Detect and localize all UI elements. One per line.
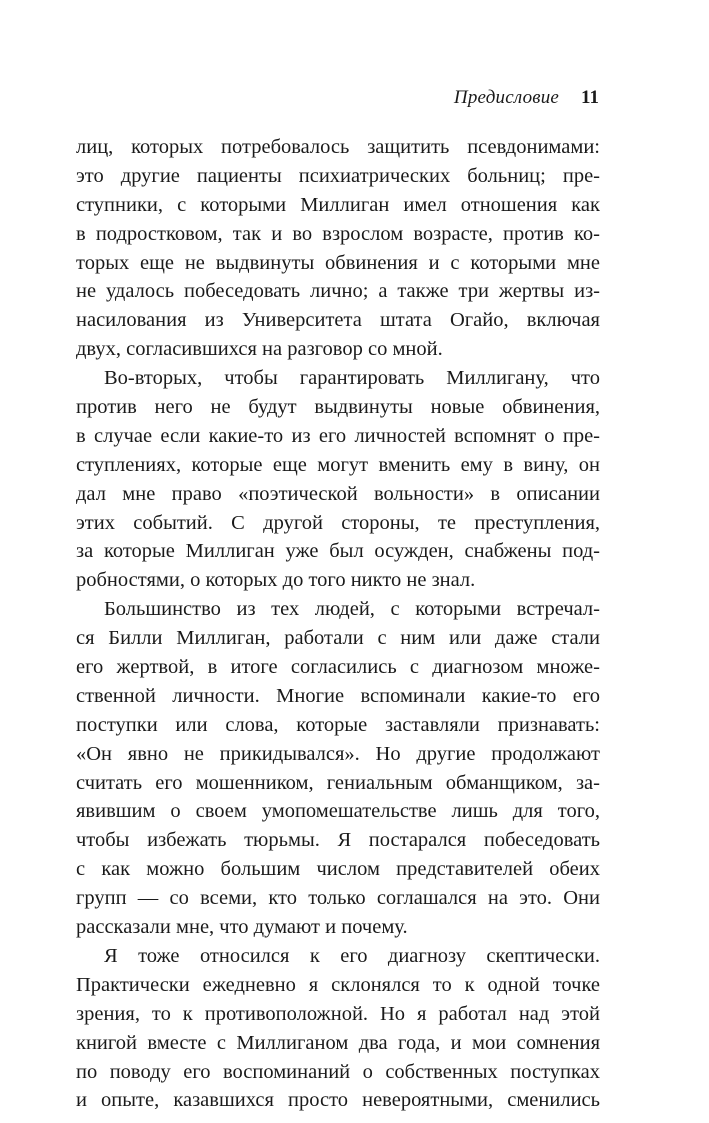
text-line: этих событий. С другой стороны, те преступления, bbox=[76, 511, 600, 534]
text-line: против него не будут выдвинуты новые обвинения, bbox=[76, 396, 600, 419]
text-line: ся Билли Миллиган, работали с ним или даже стали bbox=[76, 627, 600, 650]
text-line: не удалось побеседовать лично; а также три жертвы из- bbox=[76, 280, 600, 303]
text-line: по поводу его воспоминаний о собственных поступках bbox=[76, 1060, 600, 1083]
text-line: Практически ежедневно я склонялся то к одной точке bbox=[76, 973, 600, 996]
text-line: в случае если какие-то из его личностей вспомнят о пре- bbox=[76, 424, 600, 447]
text-line: лиц, которых потребовалось защитить псевдонимами: bbox=[76, 136, 600, 158]
text-line: это другие пациенты психиатрических больниц; пре- bbox=[76, 164, 600, 187]
text-line: двух, согласившихся на разговор со мной. bbox=[76, 338, 443, 361]
text-line: насилования из Университета штата Огайо, включая bbox=[76, 309, 600, 332]
text-line: ственной личности. Многие вспоминали какие-то его bbox=[76, 684, 600, 707]
text-line: зрения, то к противоположной. Но я работал над этой bbox=[76, 1002, 600, 1025]
text-line: с как можно большим числом представителей обеих bbox=[76, 858, 600, 881]
text-line: за которые Миллиган уже был осужден, снабжены под- bbox=[76, 540, 600, 563]
text-line: поступки или слова, которые заставляли признавать: bbox=[76, 713, 600, 736]
text-line: его жертвой, в итоге согласились с диагнозом множе- bbox=[76, 656, 600, 679]
text-line: робностями, о которых до того никто не знал. bbox=[76, 569, 476, 592]
text-line: и опыте, казавшихся просто невероятными, сменились bbox=[76, 1089, 600, 1112]
page-number: 11 bbox=[581, 87, 599, 108]
paragraph-first-line: Я тоже относился к его диагнозу скептически. bbox=[104, 944, 600, 967]
running-head bbox=[454, 87, 599, 111]
text-line: книгой вместе с Миллиганом два года, и мои сомнения bbox=[76, 1031, 600, 1054]
text-line: групп — со всеми, кто только соглашался на это. Они bbox=[76, 887, 600, 910]
text-line: торых еще не выдвинуты обвинения и с которыми мне bbox=[76, 251, 600, 274]
text-line: явившим о своем умопомешательстве лишь для того, bbox=[76, 800, 600, 823]
running-head-title: Предисловие bbox=[453, 87, 560, 108]
text-line: рассказали мне, что думают и почему. bbox=[76, 916, 408, 939]
paragraph-first-line: Большинство из тех людей, с которыми встречал- bbox=[104, 598, 600, 621]
text-line: считать его мошенником, гениальным обманщиком, за- bbox=[76, 771, 600, 794]
text-line: ступники, с которыми Миллиган имел отношения как bbox=[76, 193, 600, 216]
text-line: в подростковом, так и во взрослом возрасте, против ко- bbox=[76, 222, 600, 245]
body-text bbox=[76, 133, 600, 1115]
text-line: ступлениях, которые еще могут вменить ему в вину, он bbox=[76, 453, 600, 476]
text-line: дал мне право «поэтической вольности» в описании bbox=[76, 482, 600, 505]
text-line: чтобы избежать тюрьмы. Я постарался побеседовать bbox=[76, 829, 600, 852]
paragraph-first-line: Во-вторых, чтобы гарантировать Миллигану, что bbox=[104, 367, 600, 390]
text-line: «Он явно не прикидывался». Но другие продолжают bbox=[76, 742, 600, 765]
